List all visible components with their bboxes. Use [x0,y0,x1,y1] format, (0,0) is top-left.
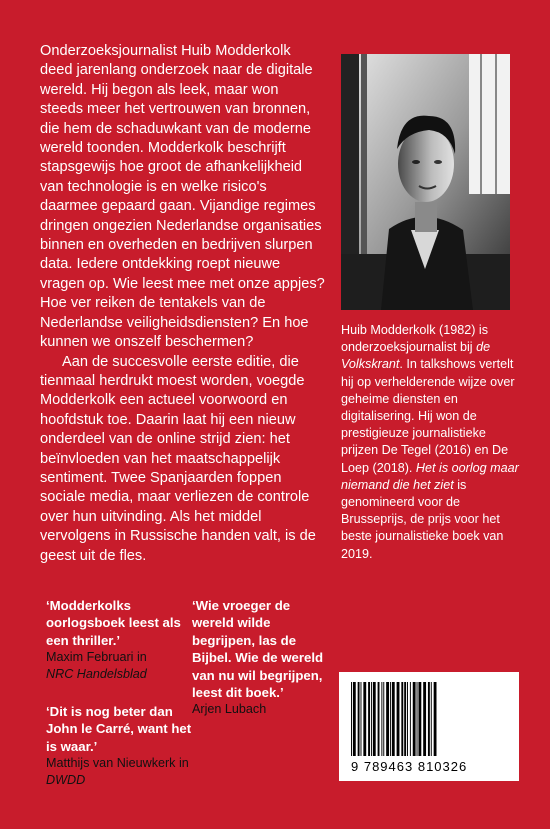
barcode-bar [368,682,370,756]
isbn-number: 9 789463 810326 [351,759,468,774]
barcode-bar [423,682,426,756]
quote-text: ‘Dit is nog beter dan John le Carré, want het is waar.’ [46,704,192,754]
blurb-paragraph-1: Onderzoeksjournalist Huib Modderkolk deed jarenlang onderzoek naar de digitale wereld. Hij begon als leek, maar won steeds meer het vertrouwen van bronnen, die hem de schaduwkant van de moderne wereld toonden. Modderkolk beschrijft stapsgewijs hoe groot de afhankelijkheid van technologie is en welke risico's daarmee gepaard gaan. Vijandige regimes dringen ongezien Nederlandse organisaties binnen en overheden en bedrijven slurpen data. Iedere ontdekking roept nieuwe vragen op. Wie leest mee met onze appjes? Hoe ver reiken de tentakels van de Nederlandse veiligheidsdiensten? En hoe kunnen we onszelf beschermen? [40,43,325,351]
barcode-bar [404,682,406,756]
author-bio [341,322,519,563]
barcode-bar [392,682,395,756]
bio-book-title: Het is oorlog maar niemand die het ziet [341,460,519,492]
barcode-bar [417,682,418,756]
barcode-bar [353,682,356,756]
quote-source: NRC Handelsblad [46,666,147,681]
quote-source: DWDD [46,772,86,787]
isbn-barcode [339,672,519,781]
barcode-bars [349,682,509,756]
barcode-bar [383,682,384,756]
barcode-bar [390,682,391,756]
quote-author: Matthijs van Nieuwkerk in [46,756,189,771]
barcode-bar [401,682,403,756]
barcode-bar [358,682,360,756]
author-portrait-image [341,54,510,310]
barcode-bar [361,682,362,756]
barcode-bar [381,682,382,756]
author-photo [341,54,510,310]
barcode-bar [407,682,408,756]
barcode-bar [371,682,372,756]
review-quote-3 [192,597,332,718]
bio-text-3: is genomineerd voor de Brusseprijs, de prijs voor het beste journalistieke boek van 2019. [341,477,504,561]
bio-text-2: . In talkshows vertelt hij op verhelderende wijze over geheime diensten en digitalisering. Hij won de prestigieuze journalistieke prijzen De Tegel (2016) en De Loep (2018). [341,357,515,475]
quote-attribution [46,755,196,788]
barcode-bar [413,682,416,756]
barcode-bar [410,682,411,756]
barcode-bar [397,682,400,756]
bio-newspaper: de Volkskrant [341,340,491,372]
bio-text-1: Huib Modderkolk (1982) is onderzoeksjournalist bij [341,323,488,355]
barcode-bar [431,682,432,756]
quote-text: ‘Wie vroeger de wereld wilde begrijpen, las de Bijbel. Wie de wereld van nu wil begrijpen, leest dit boek.’ [192,598,324,701]
barcode-bar [418,682,421,756]
quote-attribution [192,701,332,718]
review-quote-1 [46,597,196,682]
review-quote-2 [46,703,196,788]
book-blurb [40,42,325,566]
quote-author: Maxim Februari in [46,650,147,665]
barcode-bar [378,682,380,756]
barcode-bar [386,682,389,756]
barcode-bar [351,682,352,756]
barcode-bar [434,682,437,756]
quote-text: ‘Modderkolks oorlogsboek leest als een thriller.’ [46,598,181,648]
quote-attribution [46,649,196,682]
barcode-bar [373,682,376,756]
blurb-paragraph-2: Aan de succesvolle eerste editie, die tienmaal herdrukt moest worden, voegde Modderkolk een actueel voorwoord en hoofdstuk toe. Daarin laat hij een nieuw onderdeel van de online strijd zien: het beïnvloeden van het maatschappelijk sentiment. Twee Spanjaarden foppen sociale media, maar verliezen de controle over hun uitvinding. Als het middel vervolgens in Russische handen valt, is de geest uit de fles. [40,353,316,564]
quote-author: Arjen Lubach [192,702,267,717]
barcode-bar [363,682,366,756]
barcode-bar [428,682,430,756]
